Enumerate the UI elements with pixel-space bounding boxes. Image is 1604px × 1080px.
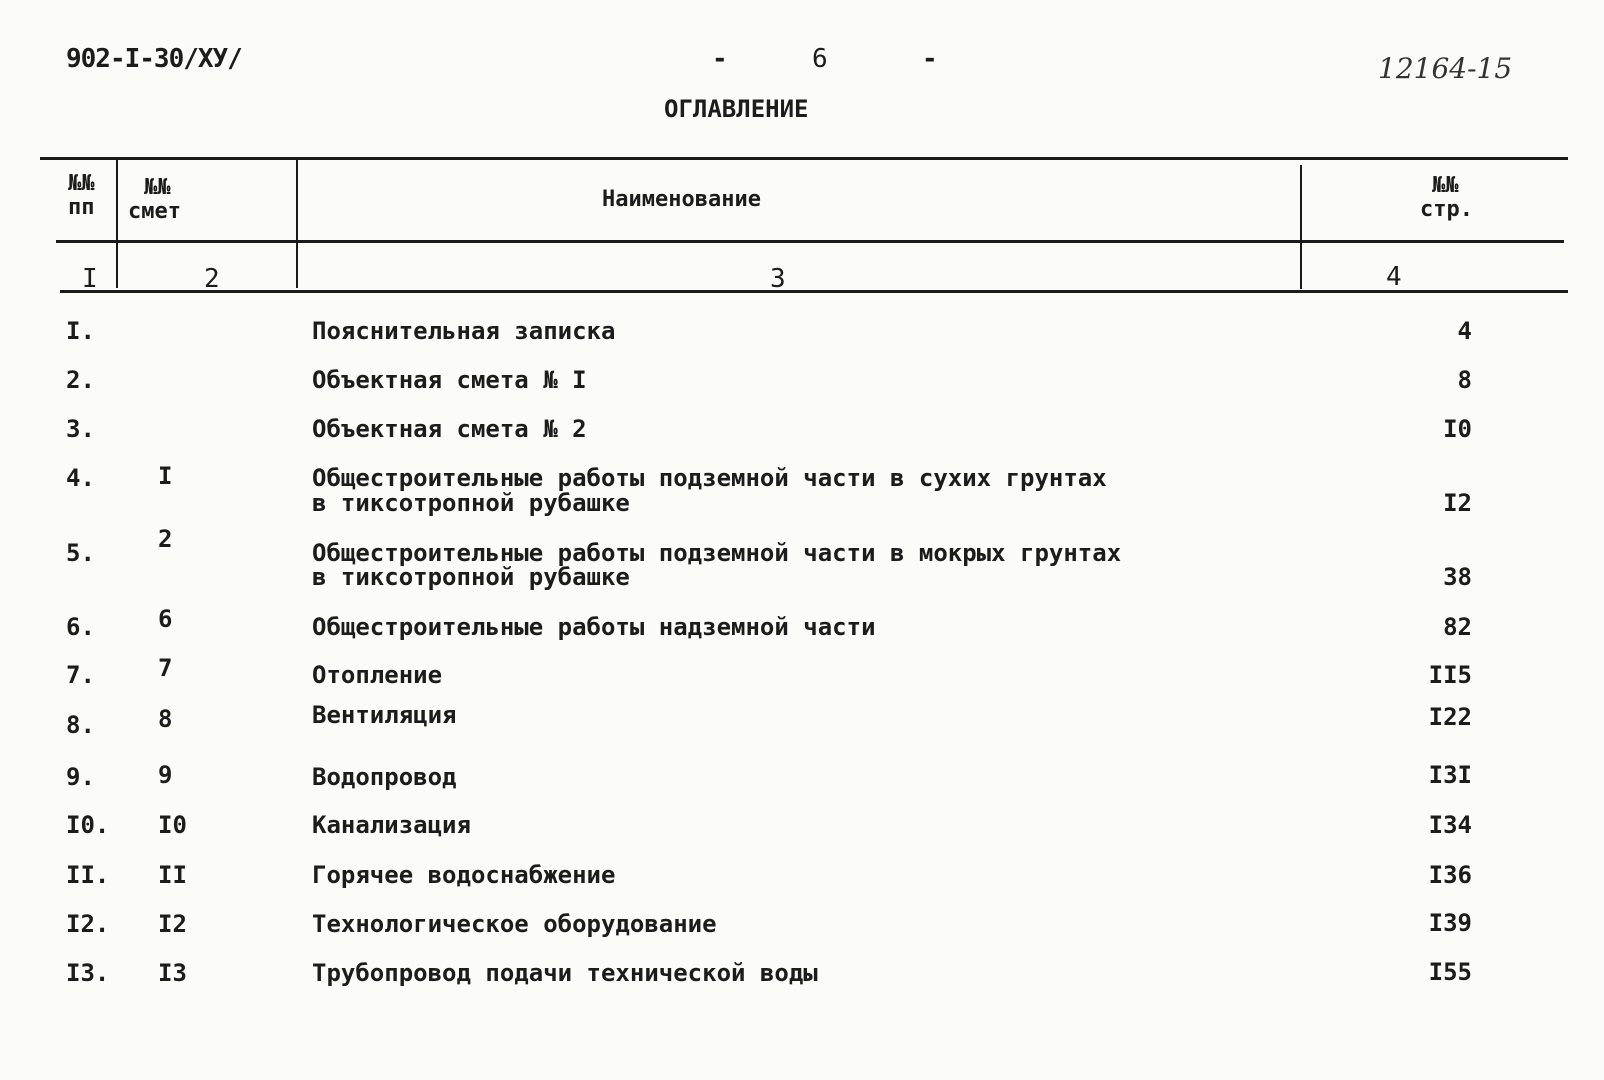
- col-header-line: №№: [144, 175, 171, 200]
- row-number: 8.: [66, 711, 95, 739]
- col-header-row-number: [68, 172, 95, 220]
- row-name: Водопровод: [312, 763, 457, 791]
- row-estimate: 7: [158, 654, 173, 682]
- row-page: 4: [1457, 317, 1472, 345]
- column-number-1: I: [82, 264, 98, 294]
- column-divider-3: [1300, 165, 1302, 289]
- row-name: Общестроительные работы подземной части в сухих грунтах: [312, 464, 1107, 492]
- row-page: I34: [1428, 811, 1472, 839]
- row-number: I2.: [66, 910, 110, 938]
- page-title: ОГЛАВЛЕНИЕ: [664, 95, 809, 123]
- row-name: Технологическое оборудование: [312, 910, 717, 938]
- row-estimate: 2: [158, 525, 173, 553]
- row-number: 7.: [66, 661, 95, 689]
- column-number-2: 2: [204, 264, 220, 294]
- row-name-continuation: в тиксотропной рубашке: [312, 489, 630, 517]
- col-header-estimate-number: [128, 176, 181, 224]
- row-name: Пояснительная записка: [312, 317, 616, 345]
- row-page: I0: [1443, 415, 1472, 443]
- colnum-bottom-rule: [60, 290, 1568, 293]
- column-number-3: 3: [770, 264, 786, 294]
- column-number-4: 4: [1386, 262, 1402, 292]
- row-estimate: 6: [158, 605, 173, 633]
- column-divider-1: [116, 158, 118, 288]
- row-number: 3.: [66, 415, 95, 443]
- row-name: Объектная смета № 2: [312, 415, 587, 443]
- row-number: I3.: [66, 959, 110, 987]
- row-name: Объектная смета № I: [312, 366, 587, 394]
- row-page: 38: [1443, 563, 1472, 591]
- row-name: Вентиляция: [312, 701, 457, 729]
- row-name: Горячее водоснабжение: [312, 861, 616, 889]
- row-number: I.: [66, 317, 95, 345]
- row-estimate: I0: [158, 811, 187, 839]
- row-page: 82: [1443, 613, 1472, 641]
- row-page: I55: [1428, 958, 1472, 986]
- col-header-line: №№: [68, 171, 95, 196]
- row-page: I3I: [1428, 761, 1472, 789]
- row-number: 9.: [66, 763, 95, 791]
- row-number: 4.: [66, 464, 95, 492]
- row-page: 8: [1457, 366, 1472, 394]
- page-dash-left: -: [712, 44, 728, 74]
- row-estimate: I: [158, 462, 173, 490]
- col-header-name: [602, 188, 761, 212]
- row-page: I22: [1428, 703, 1472, 731]
- header-bottom-rule: [56, 240, 1564, 243]
- row-number: I0.: [66, 811, 110, 839]
- col-header-line: пп: [68, 195, 95, 220]
- page-dash-right: -: [922, 44, 938, 74]
- row-name: Трубопровод подачи технической воды: [312, 959, 818, 987]
- row-page: I36: [1428, 861, 1472, 889]
- col-header-line: смет: [128, 199, 181, 224]
- col-header-line: Наименование: [602, 187, 761, 212]
- row-name: Отопление: [312, 661, 443, 689]
- row-estimate: 9: [158, 761, 173, 789]
- document-code: 902-I-30/ХУ/: [66, 44, 242, 74]
- col-header-line: №№: [1432, 173, 1459, 198]
- row-name: Канализация: [312, 811, 471, 839]
- row-number: 5.: [66, 539, 95, 567]
- row-name: Общестроительные работы подземной части в мокрых грунтах: [312, 539, 1122, 567]
- handwritten-reference: 12164-15: [1378, 52, 1513, 85]
- column-divider-2: [296, 158, 298, 288]
- table-top-rule: [40, 157, 1568, 160]
- row-estimate: 8: [158, 705, 173, 733]
- row-page: I2: [1443, 489, 1472, 517]
- row-estimate: II: [158, 861, 187, 889]
- row-estimate: I3: [158, 959, 187, 987]
- row-number: II.: [66, 861, 110, 889]
- col-header-page-number: [1420, 174, 1473, 222]
- row-page: II5: [1428, 661, 1472, 689]
- col-header-line: стр.: [1420, 197, 1473, 222]
- page-number: 6: [812, 44, 828, 74]
- row-name-continuation: в тиксотропной рубашке: [312, 563, 630, 591]
- row-number: 6.: [66, 613, 95, 641]
- row-page: I39: [1428, 909, 1472, 937]
- row-number: 2.: [66, 366, 95, 394]
- row-estimate: I2: [158, 910, 187, 938]
- row-name: Общестроительные работы надземной части: [312, 613, 876, 641]
